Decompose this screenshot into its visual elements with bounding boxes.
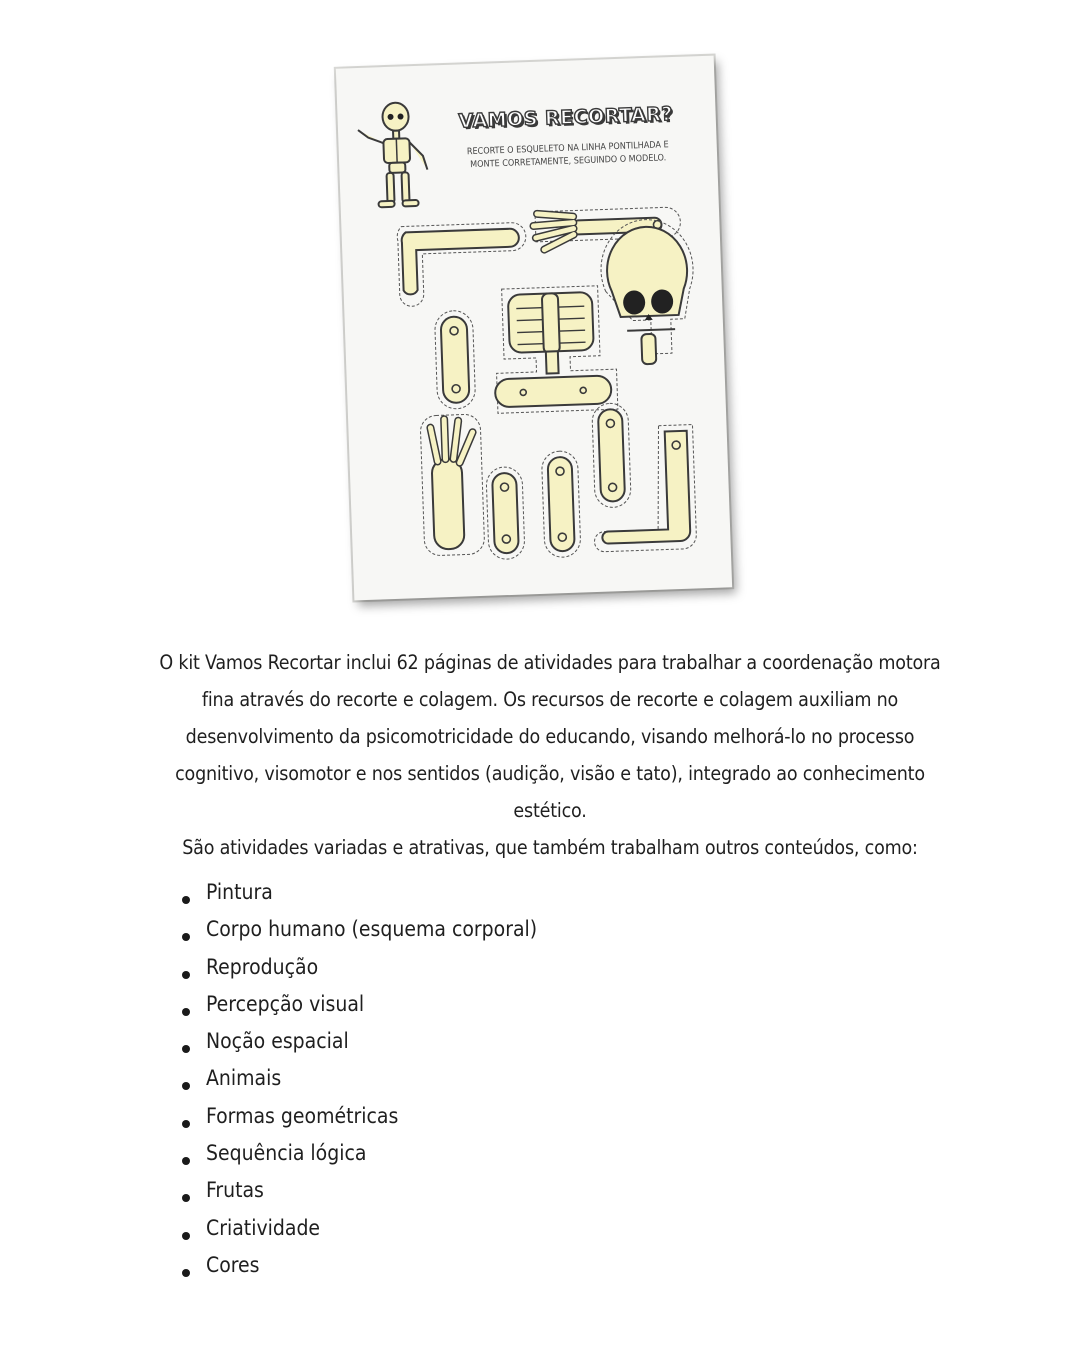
ribcage-pelvis-piece <box>492 285 618 413</box>
list-item: Formas geométricas <box>176 1098 537 1135</box>
list-item: Corpo humano (esquema corporal) <box>176 911 537 948</box>
bullet-icon <box>182 933 190 941</box>
bullet-icon <box>182 971 190 979</box>
intro-lead-in: São atividades variadas e atrativas, que também trabalham outros conteúdos, como: <box>182 836 918 859</box>
bullet-icon <box>182 1082 190 1090</box>
bullet-icon <box>182 1269 190 1277</box>
shin-bone-b <box>541 451 581 558</box>
bullet-icon <box>182 1232 190 1240</box>
worksheet-preview <box>336 56 732 601</box>
skeleton-cutout-illustration <box>336 56 732 601</box>
forearm-hand-bone-bottom <box>420 414 485 556</box>
model-skeleton-icon <box>357 102 429 208</box>
list-item: Sequência lógica <box>176 1135 537 1172</box>
worksheet-title: VAMOS RECORTAR? <box>458 103 674 133</box>
femur-bone-right <box>592 403 632 508</box>
bullet-icon <box>182 896 190 904</box>
bullet-icon <box>182 1008 190 1016</box>
list-item: Cores <box>176 1247 537 1284</box>
shin-bone-a <box>486 467 525 560</box>
upper-arm-bone <box>397 222 528 306</box>
list-item: Pintura <box>176 874 537 911</box>
list-item: Frutas <box>176 1172 537 1209</box>
intro-text <box>150 644 950 866</box>
skull-piece <box>599 218 696 366</box>
topics-list <box>176 874 537 1284</box>
worksheet-instruction: RECORTE O ESQUELETO NA LINHA PONTILHADA E MONTE CORRETAMENTE, SEGUINDO O MODELO. <box>466 140 669 171</box>
bullet-icon <box>182 1194 190 1202</box>
list-item: Animais <box>176 1060 537 1097</box>
bullet-icon <box>182 1157 190 1165</box>
list-item: Percepção visual <box>176 986 537 1023</box>
femur-bone-left <box>434 310 475 409</box>
list-item: Criatividade <box>176 1210 537 1247</box>
intro-paragraph: O kit Vamos Recortar inclui 62 páginas de atividades para trabalhar a coordenação motora fina através do recorte e colagem. Os recursos de recorte e colagem auxiliam no desenvolvimento da psicomotricidade do educando, visando melhorá-lo no processo cognitivo, visomotor e nos sentidos (audição, visão e tato), integrado ao conhecimento estético. <box>159 651 941 822</box>
list-item: Noção espacial <box>176 1023 537 1060</box>
bullet-icon <box>182 1120 190 1128</box>
list-item: Reprodução <box>176 949 537 986</box>
bullet-icon <box>182 1045 190 1053</box>
